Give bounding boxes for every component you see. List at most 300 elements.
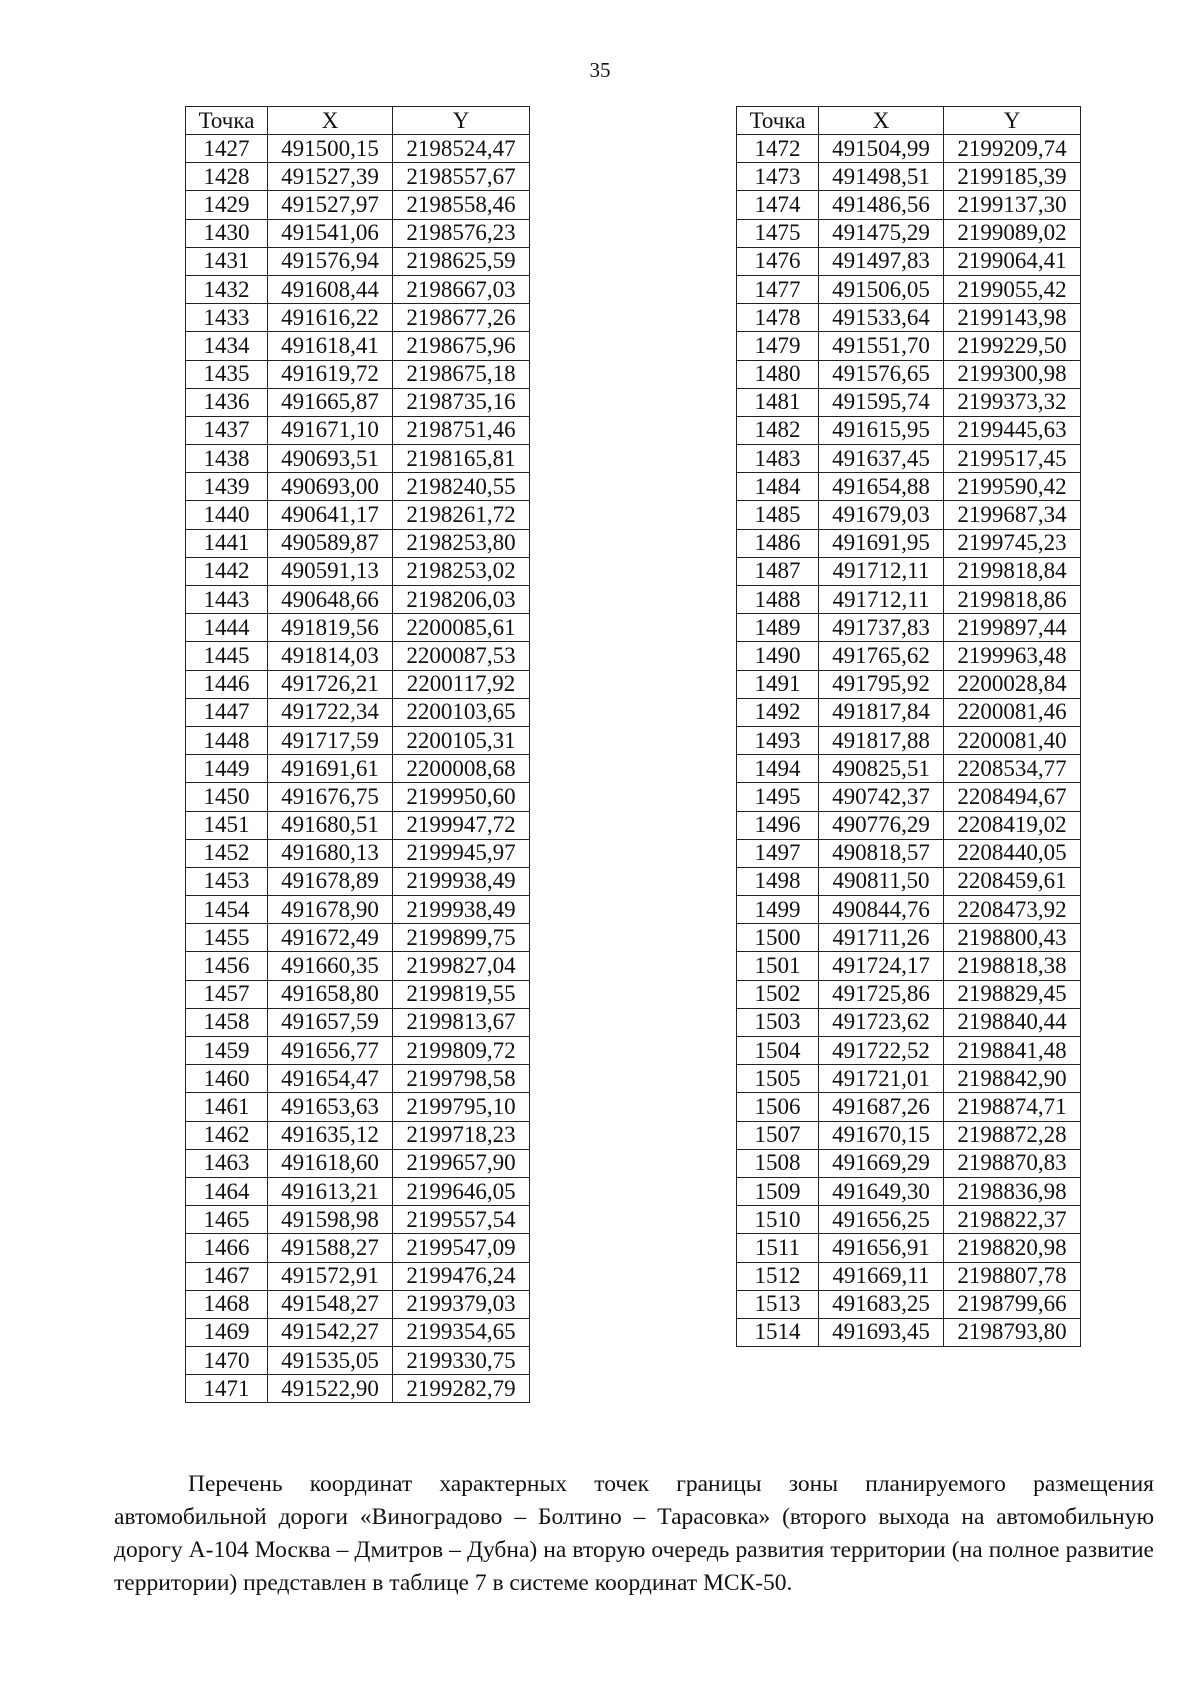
table-row: [737, 726, 1081, 754]
table-row: [737, 473, 1081, 501]
cell-x: 491672,49: [268, 924, 393, 952]
cell-y: 2199897,44: [944, 614, 1081, 642]
cell-y: 2198625,59: [393, 247, 530, 275]
cell-y: 2199745,23: [944, 529, 1081, 557]
table-row: [737, 1008, 1081, 1036]
cell-y: 2198675,96: [393, 332, 530, 360]
cell-y: 2208419,02: [944, 811, 1081, 839]
cell-point: 1445: [186, 642, 268, 670]
table-row: [186, 1037, 530, 1065]
cell-y: 2198842,90: [944, 1065, 1081, 1093]
table-row: [737, 783, 1081, 811]
cell-point: 1507: [737, 1121, 819, 1149]
table-row: [186, 219, 530, 247]
cell-point: 1500: [737, 924, 819, 952]
cell-point: 1463: [186, 1149, 268, 1177]
cell-y: 2199557,54: [393, 1206, 530, 1234]
table-row: [186, 614, 530, 642]
cell-point: 1456: [186, 952, 268, 980]
table-row: [186, 670, 530, 698]
table-row: [186, 586, 530, 614]
cell-x: 491649,30: [819, 1177, 944, 1205]
cell-y: 2200087,53: [393, 642, 530, 670]
cell-x: 491717,59: [268, 726, 393, 754]
cell-point: 1478: [737, 304, 819, 332]
cell-y: 2208534,77: [944, 755, 1081, 783]
cell-point: 1503: [737, 1008, 819, 1036]
table-row: [186, 952, 530, 980]
table-row: [737, 924, 1081, 952]
cell-y: 2200008,68: [393, 755, 530, 783]
table-row: [737, 304, 1081, 332]
cell-point: 1496: [737, 811, 819, 839]
table-row: [737, 275, 1081, 303]
table-row: [186, 1347, 530, 1375]
cell-x: 491618,60: [268, 1149, 393, 1177]
cell-point: 1452: [186, 839, 268, 867]
cell-point: 1484: [737, 473, 819, 501]
table-row: [186, 388, 530, 416]
cell-point: 1498: [737, 867, 819, 895]
cell-point: 1437: [186, 416, 268, 444]
cell-y: 2198799,66: [944, 1290, 1081, 1318]
cell-x: 491475,29: [819, 219, 944, 247]
cell-point: 1475: [737, 219, 819, 247]
cell-x: 490742,37: [819, 783, 944, 811]
table-row: [737, 586, 1081, 614]
table-row: [186, 726, 530, 754]
cell-x: 491542,27: [268, 1318, 393, 1346]
cell-y: 2199938,49: [393, 896, 530, 924]
table-row: [186, 1262, 530, 1290]
cell-y: 2208440,05: [944, 839, 1081, 867]
cell-x: 491814,03: [268, 642, 393, 670]
cell-y: 2199055,42: [944, 275, 1081, 303]
cell-y: 2198165,81: [393, 445, 530, 473]
table-row: [186, 135, 530, 163]
table-row: [737, 247, 1081, 275]
cell-point: 1493: [737, 726, 819, 754]
cell-y: 2200103,65: [393, 698, 530, 726]
cell-x: 490589,87: [268, 529, 393, 557]
table-row: [186, 1121, 530, 1149]
cell-y: 2198261,72: [393, 501, 530, 529]
cell-y: 2199330,75: [393, 1347, 530, 1375]
cell-point: 1492: [737, 698, 819, 726]
cell-point: 1501: [737, 952, 819, 980]
cell-x: 491658,80: [268, 980, 393, 1008]
table-row: [186, 557, 530, 585]
cell-x: 491817,84: [819, 698, 944, 726]
description-paragraph: Перечень координат характерных точек границы зоны планируемого размещения автомобильной дороги «Виноградово – Болтино – Тарасовка» (второго выхода на автомобильную дорогу А-104 Москва – Дмитров – Дубна) на вторую очередь развития территории (на полное развитие территории) представлен в таблице 7 в системе координат МСК-50.: [114, 1470, 1154, 1596]
cell-y: 2199818,84: [944, 557, 1081, 585]
table-row: [737, 1262, 1081, 1290]
cell-x: 491765,62: [819, 642, 944, 670]
table-row: [186, 924, 530, 952]
cell-y: 2199547,09: [393, 1234, 530, 1262]
cell-x: 490641,17: [268, 501, 393, 529]
cell-point: 1490: [737, 642, 819, 670]
table-row: [186, 501, 530, 529]
cell-point: 1497: [737, 839, 819, 867]
cell-point: 1494: [737, 755, 819, 783]
cell-y: 2199089,02: [944, 219, 1081, 247]
cell-y: 2199300,98: [944, 360, 1081, 388]
cell-x: 491486,56: [819, 191, 944, 219]
cell-x: 491722,52: [819, 1037, 944, 1065]
cell-point: 1461: [186, 1093, 268, 1121]
table-row: [186, 473, 530, 501]
cell-x: 491678,90: [268, 896, 393, 924]
cell-y: 2198675,18: [393, 360, 530, 388]
cell-x: 491635,12: [268, 1121, 393, 1149]
cell-point: 1491: [737, 670, 819, 698]
table-row: [737, 1037, 1081, 1065]
cell-x: 491687,26: [819, 1093, 944, 1121]
cell-y: 2208473,92: [944, 896, 1081, 924]
cell-x: 491527,39: [268, 163, 393, 191]
cell-y: 2199229,50: [944, 332, 1081, 360]
cell-point: 1485: [737, 501, 819, 529]
table-row: [186, 191, 530, 219]
cell-point: 1427: [186, 135, 268, 163]
cell-x: 491497,83: [819, 247, 944, 275]
cell-y: 2198667,03: [393, 275, 530, 303]
table-row: [186, 980, 530, 1008]
table-row: [737, 614, 1081, 642]
cell-y: 2198677,26: [393, 304, 530, 332]
cell-y: 2198800,43: [944, 924, 1081, 952]
table-row: [186, 811, 530, 839]
cell-point: 1505: [737, 1065, 819, 1093]
cell-y: 2200105,31: [393, 726, 530, 754]
cell-point: 1431: [186, 247, 268, 275]
cell-y: 2198872,28: [944, 1121, 1081, 1149]
cell-y: 2199819,55: [393, 980, 530, 1008]
cell-x: 491711,26: [819, 924, 944, 952]
cell-y: 2199938,49: [393, 867, 530, 895]
cell-y: 2199718,23: [393, 1121, 530, 1149]
cell-point: 1441: [186, 529, 268, 557]
table-row: [186, 529, 530, 557]
cell-point: 1513: [737, 1290, 819, 1318]
cell-point: 1488: [737, 586, 819, 614]
page-number: 35: [589, 58, 611, 82]
table-row: [186, 304, 530, 332]
cell-point: 1436: [186, 388, 268, 416]
cell-point: 1429: [186, 191, 268, 219]
cell-point: 1481: [737, 388, 819, 416]
cell-point: 1506: [737, 1093, 819, 1121]
cell-point: 1449: [186, 755, 268, 783]
table-row: [737, 1093, 1081, 1121]
cell-y: 2198822,37: [944, 1206, 1081, 1234]
cell-y: 2198751,46: [393, 416, 530, 444]
cell-x: 491657,59: [268, 1008, 393, 1036]
cell-x: 491669,11: [819, 1262, 944, 1290]
cell-y: 2199657,90: [393, 1149, 530, 1177]
header-x: X: [819, 107, 944, 135]
cell-y: 2198576,23: [393, 219, 530, 247]
cell-x: 491819,56: [268, 614, 393, 642]
cell-y: 2199813,67: [393, 1008, 530, 1036]
cell-point: 1486: [737, 529, 819, 557]
cell-y: 2199064,41: [944, 247, 1081, 275]
cell-x: 491691,95: [819, 529, 944, 557]
cell-x: 491737,83: [819, 614, 944, 642]
table-row: [186, 755, 530, 783]
table-row: [737, 1177, 1081, 1205]
cell-point: 1504: [737, 1037, 819, 1065]
cell-x: 491654,47: [268, 1065, 393, 1093]
table-row: [737, 952, 1081, 980]
cell-y: 2198735,16: [393, 388, 530, 416]
cell-x: 491619,72: [268, 360, 393, 388]
cell-x: 491693,45: [819, 1318, 944, 1346]
cell-y: 2199476,24: [393, 1262, 530, 1290]
cell-point: 1499: [737, 896, 819, 924]
cell-x: 491637,45: [819, 445, 944, 473]
cell-x: 491498,51: [819, 163, 944, 191]
table-row: [737, 1065, 1081, 1093]
cell-y: 2199809,72: [393, 1037, 530, 1065]
cell-x: 491671,10: [268, 416, 393, 444]
table-row: [737, 642, 1081, 670]
header-y: Y: [944, 107, 1081, 135]
cell-point: 1451: [186, 811, 268, 839]
table-row: [737, 670, 1081, 698]
cell-point: 1470: [186, 1347, 268, 1375]
cell-x: 491656,25: [819, 1206, 944, 1234]
cell-point: 1508: [737, 1149, 819, 1177]
cell-x: 491721,01: [819, 1065, 944, 1093]
header-y: Y: [393, 107, 530, 135]
cell-y: 2199795,10: [393, 1093, 530, 1121]
cell-point: 1462: [186, 1121, 268, 1149]
table-row: [186, 1149, 530, 1177]
table-row: [186, 839, 530, 867]
table-row: [186, 698, 530, 726]
table-row: [737, 1206, 1081, 1234]
cell-y: 2198253,02: [393, 557, 530, 585]
table-row: [737, 1121, 1081, 1149]
cell-point: 1466: [186, 1234, 268, 1262]
table-row: [186, 783, 530, 811]
cell-y: 2208459,61: [944, 867, 1081, 895]
cell-point: 1502: [737, 980, 819, 1008]
cell-y: 2199899,75: [393, 924, 530, 952]
cell-x: 490591,13: [268, 557, 393, 585]
cell-point: 1447: [186, 698, 268, 726]
cell-x: 491595,74: [819, 388, 944, 416]
cell-x: 491680,51: [268, 811, 393, 839]
cell-x: 491691,61: [268, 755, 393, 783]
cell-x: 490693,00: [268, 473, 393, 501]
table-row: [186, 275, 530, 303]
cell-y: 2200081,46: [944, 698, 1081, 726]
cell-x: 491551,70: [819, 332, 944, 360]
cell-x: 491615,95: [819, 416, 944, 444]
cell-y: 2200085,61: [393, 614, 530, 642]
table-row: [737, 557, 1081, 585]
cell-y: 2198840,44: [944, 1008, 1081, 1036]
cell-y: 2198524,47: [393, 135, 530, 163]
cell-x: 491680,13: [268, 839, 393, 867]
cell-x: 491572,91: [268, 1262, 393, 1290]
cell-x: 491522,90: [268, 1375, 393, 1403]
cell-y: 2198841,48: [944, 1037, 1081, 1065]
cell-y: 2199827,04: [393, 952, 530, 980]
cell-y: 2199687,34: [944, 501, 1081, 529]
cell-y: 2198829,45: [944, 980, 1081, 1008]
cell-x: 491588,27: [268, 1234, 393, 1262]
cell-x: 491527,97: [268, 191, 393, 219]
cell-x: 491712,11: [819, 557, 944, 585]
cell-point: 1482: [737, 416, 819, 444]
cell-point: 1472: [737, 135, 819, 163]
cell-point: 1473: [737, 163, 819, 191]
cell-point: 1514: [737, 1318, 819, 1346]
cell-x: 491548,27: [268, 1290, 393, 1318]
cell-point: 1471: [186, 1375, 268, 1403]
cell-point: 1512: [737, 1262, 819, 1290]
cell-point: 1487: [737, 557, 819, 585]
cell-x: 491608,44: [268, 275, 393, 303]
cell-y: 2200028,84: [944, 670, 1081, 698]
cell-y: 2198557,67: [393, 163, 530, 191]
table-row: [737, 698, 1081, 726]
cell-x: 491670,15: [819, 1121, 944, 1149]
cell-point: 1467: [186, 1262, 268, 1290]
cell-point: 1453: [186, 867, 268, 895]
table-row: [186, 1290, 530, 1318]
cell-y: 2208494,67: [944, 783, 1081, 811]
cell-x: 491654,88: [819, 473, 944, 501]
cell-y: 2199517,45: [944, 445, 1081, 473]
cell-y: 2198793,80: [944, 1318, 1081, 1346]
table-row: [186, 1177, 530, 1205]
cell-point: 1495: [737, 783, 819, 811]
cell-y: 2198253,80: [393, 529, 530, 557]
cell-point: 1450: [186, 783, 268, 811]
cell-point: 1477: [737, 275, 819, 303]
cell-y: 2198874,71: [944, 1093, 1081, 1121]
cell-x: 491679,03: [819, 501, 944, 529]
cell-point: 1430: [186, 219, 268, 247]
table-row: [186, 867, 530, 895]
cell-point: 1459: [186, 1037, 268, 1065]
cell-point: 1448: [186, 726, 268, 754]
table-row: [737, 163, 1081, 191]
cell-point: 1454: [186, 896, 268, 924]
table-header-row: [186, 107, 530, 135]
cell-y: 2199185,39: [944, 163, 1081, 191]
cell-x: 491656,91: [819, 1234, 944, 1262]
table-row: [737, 388, 1081, 416]
cell-x: 491541,06: [268, 219, 393, 247]
cell-y: 2199379,03: [393, 1290, 530, 1318]
cell-x: 491817,88: [819, 726, 944, 754]
table-row: [737, 1318, 1081, 1346]
cell-point: 1479: [737, 332, 819, 360]
cell-point: 1442: [186, 557, 268, 585]
table-row: [186, 1375, 530, 1403]
cell-y: 2199445,63: [944, 416, 1081, 444]
table-row: [186, 445, 530, 473]
cell-x: 490776,29: [819, 811, 944, 839]
cell-x: 491683,25: [819, 1290, 944, 1318]
cell-y: 2198870,83: [944, 1149, 1081, 1177]
cell-x: 491660,35: [268, 952, 393, 980]
cell-x: 491712,11: [819, 586, 944, 614]
table-row: [737, 811, 1081, 839]
cell-point: 1446: [186, 670, 268, 698]
coordinates-table-left: [185, 106, 530, 1403]
table-row: [186, 1093, 530, 1121]
cell-x: 490825,51: [819, 755, 944, 783]
table-row: [186, 1234, 530, 1262]
cell-point: 1464: [186, 1177, 268, 1205]
table-row: [737, 1149, 1081, 1177]
cell-y: 2198836,98: [944, 1177, 1081, 1205]
cell-x: 491576,94: [268, 247, 393, 275]
cell-y: 2198807,78: [944, 1262, 1081, 1290]
table-row: [737, 219, 1081, 247]
cell-x: 491665,87: [268, 388, 393, 416]
table-row: [186, 163, 530, 191]
table-row: [737, 1290, 1081, 1318]
cell-x: 491576,65: [819, 360, 944, 388]
cell-point: 1468: [186, 1290, 268, 1318]
cell-y: 2199373,32: [944, 388, 1081, 416]
cell-x: 491724,17: [819, 952, 944, 980]
table-row: [737, 360, 1081, 388]
table-row: [737, 416, 1081, 444]
cell-point: 1510: [737, 1206, 819, 1234]
table-row: [186, 642, 530, 670]
cell-x: 491722,34: [268, 698, 393, 726]
cell-y: 2199818,86: [944, 586, 1081, 614]
cell-x: 491669,29: [819, 1149, 944, 1177]
table-row: [737, 332, 1081, 360]
table-row: [186, 1206, 530, 1234]
cell-point: 1432: [186, 275, 268, 303]
cell-x: 491678,89: [268, 867, 393, 895]
cell-point: 1460: [186, 1065, 268, 1093]
cell-y: 2199354,65: [393, 1318, 530, 1346]
cell-point: 1438: [186, 445, 268, 473]
table-row: [186, 332, 530, 360]
cell-point: 1443: [186, 586, 268, 614]
coordinates-table-right: [736, 106, 1081, 1347]
cell-y: 2200117,92: [393, 670, 530, 698]
cell-x: 490811,50: [819, 867, 944, 895]
cell-point: 1480: [737, 360, 819, 388]
cell-x: 490648,66: [268, 586, 393, 614]
cell-x: 490818,57: [819, 839, 944, 867]
cell-x: 491500,15: [268, 135, 393, 163]
cell-point: 1458: [186, 1008, 268, 1036]
table-row: [737, 896, 1081, 924]
table-row: [737, 501, 1081, 529]
cell-x: 491616,22: [268, 304, 393, 332]
table-header-row: [737, 107, 1081, 135]
cell-y: 2198558,46: [393, 191, 530, 219]
cell-x: 491676,75: [268, 783, 393, 811]
cell-point: 1474: [737, 191, 819, 219]
cell-y: 2199209,74: [944, 135, 1081, 163]
cell-point: 1433: [186, 304, 268, 332]
